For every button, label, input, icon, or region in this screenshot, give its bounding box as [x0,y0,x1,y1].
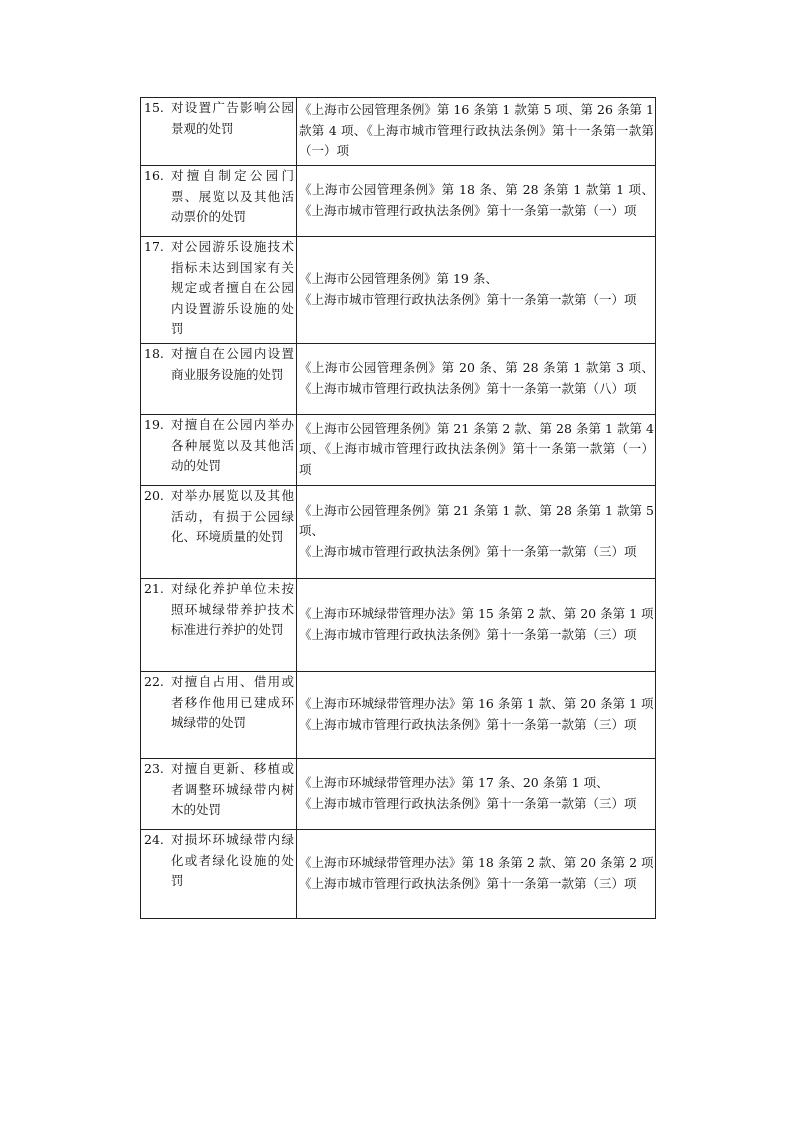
table-row [141,98,656,166]
legal-basis-cell [297,166,656,237]
item-text: 对设置广告影响公园景观的处罚 [171,100,294,136]
item-number: 22. [144,674,164,689]
legal-basis [297,830,655,917]
item-cell [141,166,297,237]
legal-basis-line: 《上海市城市管理行政执法条例》第十一条第一款第（三）项 [299,716,637,732]
item-description [141,672,296,734]
legal-basis-line: 《上海市城市管理行政执法条例》第十一条第一款第（三）项 [299,626,637,642]
legal-basis-line: 《上海市公园管理条例》第 19 条、 [299,271,498,286]
item-cell [141,344,297,415]
item-cell [141,672,297,759]
legal-basis [297,579,655,670]
legal-basis-cell [297,486,656,579]
item-number: 20. [144,488,164,503]
item-cell [141,98,297,166]
legal-basis-line: 《上海市环城绿带管理办法》第 18 条第 2 款、第 20 条第 2 项 [299,855,654,870]
legal-basis-line: 《上海市城市管理行政执法条例》第十一条第一款第（三）项 [299,875,637,891]
item-description [141,759,296,821]
item-number: 19. [144,417,164,432]
item-number: 17. [144,239,164,254]
item-text: 对公园游乐设施技术指标未达到国家有关规定或者擅自在公园内设置游乐设施的处罚 [171,239,294,336]
item-text: 对举办展览以及其他活动，有损于公园绿化、环境质量的处罚 [171,488,294,544]
legal-basis [297,98,655,164]
item-number: 23. [144,761,164,776]
legal-basis-line: 《上海市公园管理条例》第 16 条第 1 款第 5 项、第 26 条第 1 款第 4 项、《上海市城市管理行政执法条例》第十一条第一款第（一）项 [299,102,654,159]
legal-basis-line: 《上海市城市管理行政执法条例》第十一条第一款第（三）项 [299,543,637,559]
item-text: 对损坏环城绿带内绿化或者绿化设施的处罚 [171,832,294,888]
legal-basis-line: 《上海市环城绿带管理办法》第 16 条第 1 款、第 20 条第 1 项 [299,696,654,711]
legal-basis [297,237,655,342]
item-text: 对擅自更新、移植或者调整环城绿带内树木的处罚 [171,761,294,817]
legal-basis-cell [297,830,656,919]
item-text: 对绿化养护单位未按照环城绿带养护技术标准进行养护的处罚 [171,581,294,637]
item-number: 21. [144,581,164,596]
legal-basis-line: 《上海市城市管理行政执法条例》第十一条第一款第（三）项 [299,795,637,811]
item-number: 24. [144,832,164,847]
legal-basis-cell [297,237,656,344]
legal-basis-line: 《上海市环城绿带管理办法》第 15 条第 2 款、第 20 条第 1 项 [299,606,654,621]
table-row [141,415,656,486]
table-row [141,166,656,237]
legal-basis [297,344,655,413]
legal-basis [297,672,655,757]
legal-basis-cell [297,98,656,166]
table-row [141,237,656,344]
legal-basis [297,166,655,235]
item-cell [141,486,297,579]
enforcement-items-table [140,97,656,919]
item-text: 对擅自在公园内设置商业服务设施的处罚 [171,346,294,382]
legal-basis [297,415,655,484]
table-row [141,579,656,672]
item-cell [141,415,297,486]
item-number: 15. [144,100,164,115]
item-cell [141,759,297,830]
item-text: 对擅自占用、借用或者移作他用已建成环城绿带的处罚 [171,674,294,730]
item-text: 对擅自在公园内举办各种展览以及其他活动的处罚 [171,417,294,473]
item-description [141,486,296,548]
legal-basis-cell [297,579,656,672]
item-cell [141,579,297,672]
legal-basis-line: 《上海市公园管理条例》第 20 条、第 28 条第 1 款第 3 项、《上海市城市管理行政执法条例》第十一条第一款第（八）项 [299,360,654,396]
item-description [141,579,296,641]
item-number: 16. [144,168,164,183]
legal-basis-line: 《上海市环城绿带管理办法》第 17 条、20 条第 1 项、 [299,775,609,790]
item-text: 对擅自制定公园门票、展览以及其他活动票价的处罚 [171,168,294,224]
table-row [141,486,656,579]
legal-basis-line: 《上海市公园管理条例》第 21 条第 2 款、第 28 条第 1 款第 4 项、《上海市城市管理行政执法条例》第十一条第一款第（一）项 [299,420,654,477]
legal-basis-line: 《上海市公园管理条例》第 21 条第 1 款、第 28 条第 1 款第 5 项、 [299,502,654,539]
item-cell [141,830,297,919]
table-body [141,98,656,919]
item-description [141,830,296,892]
item-description [141,237,296,340]
item-description [141,415,296,477]
legal-basis-line: 《上海市城市管理行政执法条例》第十一条第一款第（一）项 [299,291,637,307]
table-row [141,344,656,415]
item-number: 18. [144,346,164,361]
legal-basis-cell [297,759,656,830]
item-description [141,98,296,139]
item-description [141,344,296,385]
item-cell [141,237,297,344]
table-row [141,759,656,830]
legal-basis [297,486,655,577]
table-row [141,672,656,759]
legal-basis-cell [297,672,656,759]
legal-basis-cell [297,344,656,415]
legal-basis [297,759,655,828]
legal-basis-line: 《上海市公园管理条例》第 18 条、第 28 条第 1 款第 1 项、《上海市城市管理行政执法条例》第十一条第一款第（一）项 [299,182,654,218]
table-row [141,830,656,919]
item-description [141,166,296,228]
legal-basis-cell [297,415,656,486]
